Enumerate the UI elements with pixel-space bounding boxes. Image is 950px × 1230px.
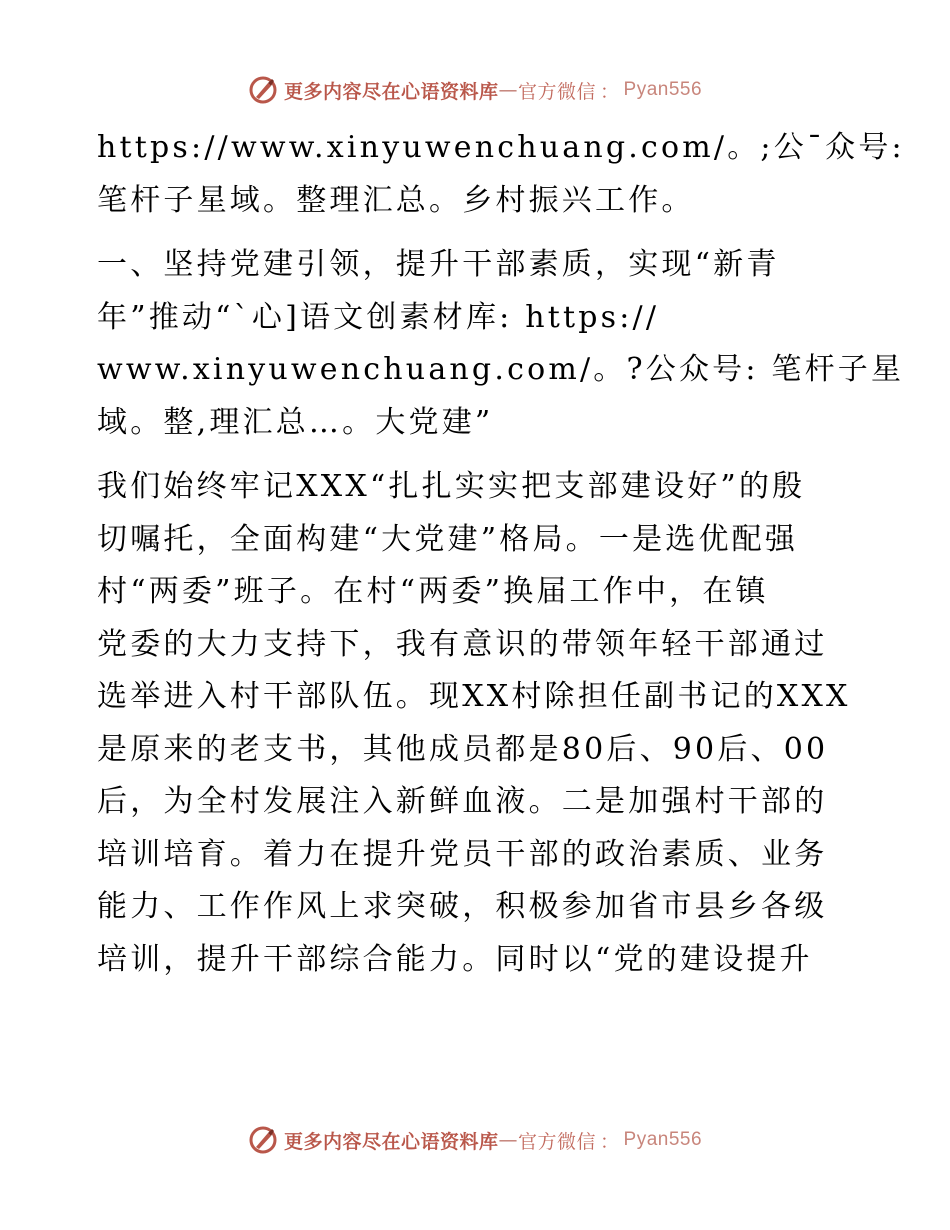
watermark-title: 更多内容尽在心语资料库 xyxy=(283,1130,499,1153)
header-watermark xyxy=(0,70,950,110)
document-body xyxy=(97,122,905,998)
text-line: 我们始终牢记XXX“扎扎实实把支部建设好”的殷 xyxy=(97,469,806,504)
text-line: 选举进入村干部队伍。现XX村除担任副书记的XXX xyxy=(97,679,851,714)
text-line: 后，为全村发展注入新鲜血液。二是加强村干部的 xyxy=(97,784,828,819)
text-line: 域。整,理汇总…。大党建” xyxy=(97,404,494,440)
text-line: 能力、工作作风上求突破，积极参加省市县乡各级 xyxy=(97,889,828,924)
text-line: 党委的大力支持下，我有意识的带领年轻干部通过 xyxy=(97,626,828,662)
paragraph-source-note xyxy=(97,122,905,227)
text-line: 村“两委”班子。在村“两委”换届工作中，在镇 xyxy=(97,574,769,609)
text-line: 一、坚持党建引领，提升干部素质，实现“新青 xyxy=(97,247,780,282)
text-line: https://www.xinyuwenchuang.com/。;公¯众号: xyxy=(97,130,905,165)
brush-pen-logo-icon xyxy=(248,1125,278,1155)
text-line: 培训，提升干部综合能力。同时以“党的建设提升 xyxy=(97,941,813,977)
text-line: 笔杆子星域。整理汇总。乡村振兴工作。 xyxy=(97,182,695,218)
watermark-dash: — xyxy=(498,79,518,101)
footer-watermark xyxy=(0,1120,950,1160)
section-heading xyxy=(97,239,905,449)
watermark-wechat-label: 官方微信 xyxy=(517,80,596,103)
watermark-separator: ： xyxy=(600,1130,620,1153)
watermark-wechat-label: 官方微信 xyxy=(517,1130,596,1153)
watermark-dash: — xyxy=(498,1129,518,1151)
text-line: 年”推动“`心]语文创素材库: https:// xyxy=(97,299,660,335)
brush-pen-logo-icon xyxy=(248,75,278,105)
watermark-title: 更多内容尽在心语资料库 xyxy=(283,80,499,103)
text-line: 切嘱托，全面构建“大党建”格局。一是选优配强 xyxy=(97,521,799,557)
text-line: 培训培育。着力在提升党员干部的政治素质、业务 xyxy=(97,836,828,872)
text-line: www.xinyuwenchuang.com/。?公众号: 笔杆子星 xyxy=(97,352,905,387)
watermark-separator: ： xyxy=(600,80,620,103)
body-paragraph xyxy=(97,461,857,986)
watermark-wechat-id: Pyan556 xyxy=(623,1129,703,1150)
watermark-wechat-id: Pyan556 xyxy=(623,79,703,100)
text-line: 是原来的老支书，其他成员都是80后、90后、00 xyxy=(97,731,829,767)
